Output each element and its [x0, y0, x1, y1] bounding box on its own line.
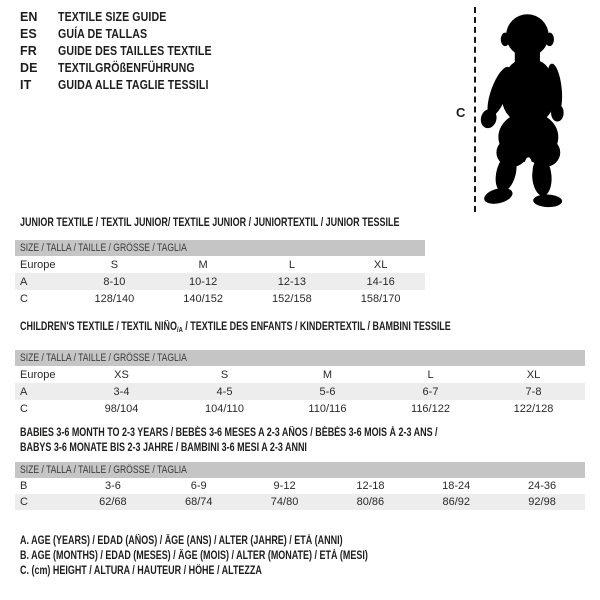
size-cell: S	[220, 368, 229, 381]
size-cell: 92/98	[528, 496, 556, 508]
lang-label: GUÍA DE TALLAS	[58, 27, 148, 41]
measure-legend	[20, 534, 466, 579]
size-cell: 3-6	[104, 480, 121, 492]
babies-section-title: BABIES 3-6 MONTH TO 2-3 YEARS / BEBÉS 3-6 MESES A 2-3 AÑOS / BÉBÉS 3-6 MOIS À 2-3 ANS / BABYS 3-6 MONATE BIS 2-3 JAHRE / BAMBINI 3-6 MESI A 2-3 ANNI	[20, 427, 438, 454]
size-header-bar: SIZE / TALLA / TAILLE / GRÖSSE / TAGLIA	[15, 350, 585, 366]
lang-code: IT	[20, 78, 32, 92]
measure-label-c: C	[456, 105, 466, 120]
size-cell: XS	[114, 368, 129, 381]
size-cell: M	[322, 368, 333, 381]
baby-silhouette-image	[480, 6, 596, 210]
lang-code: DE	[20, 61, 38, 75]
babies-size-table	[15, 462, 585, 510]
size-cell: 116/122	[411, 402, 450, 415]
size-cell: 6-9	[190, 480, 207, 492]
size-cell: 98/104	[104, 402, 139, 415]
size-cell: XL	[373, 258, 388, 271]
row-label: B	[20, 480, 28, 492]
size-table	[15, 366, 585, 417]
row-label: C	[20, 496, 28, 508]
junior-size-table	[15, 240, 425, 307]
size-cell: 7-8	[525, 385, 542, 398]
size-cell: 80/86	[356, 496, 385, 508]
size-cell: 62/68	[99, 496, 127, 508]
table-row	[15, 400, 585, 417]
children-section-title: CHILDREN'S TEXTILE / TEXTIL $NIÑO_{/A}$ / TEXTILE DES ENFANTS / KINDERTEXTIL / BAMBINI TESSILE	[20, 321, 451, 334]
size-cell: 140/152	[183, 292, 223, 305]
legend-line-c: C. (cm) HEIGHT / ALTURA / HAUTEUR / HÖHE / ALTEZZA	[20, 565, 262, 577]
lang-row-it	[20, 77, 239, 94]
size-cell: 158/170	[360, 292, 401, 305]
size-cell: 8-10	[103, 275, 126, 288]
lang-label: GUIDA ALLE TAGLIE TESSILI	[58, 78, 209, 92]
size-cell: 128/140	[94, 292, 135, 305]
lang-row-fr	[20, 43, 239, 60]
lang-code: FR	[20, 44, 37, 58]
size-cell: 3-4	[113, 385, 130, 398]
size-cell: 5-6	[319, 385, 336, 398]
lang-code: EN	[20, 10, 38, 24]
size-cell: 86/92	[442, 496, 470, 508]
table-row	[15, 494, 585, 510]
size-cell: 18-24	[442, 480, 471, 492]
table-row	[15, 256, 425, 273]
size-cell: M	[198, 258, 208, 271]
size-cell: 4-5	[216, 385, 233, 398]
size-table	[15, 256, 425, 307]
size-cell: 12-18	[356, 480, 385, 492]
table-row	[15, 366, 585, 383]
legend-line-b: B. AGE (MONTHS) / EDAD (MESES) / ÂGE (MOIS) / ALTER (MONATE) / ETÀ (MESI)	[20, 550, 368, 562]
lang-row-de	[20, 60, 239, 77]
size-cell: 24-36	[528, 480, 557, 492]
size-cell: S	[110, 258, 119, 271]
row-label: A	[20, 385, 28, 398]
height-measure-dashed-line	[474, 7, 476, 212]
size-cell: 10-12	[189, 275, 218, 288]
size-cell: 152/158	[271, 292, 312, 305]
size-cell: 110/116	[308, 402, 347, 415]
size-cell: L	[427, 368, 434, 381]
size-cell: 68/74	[184, 496, 213, 508]
size-cell: 104/110	[205, 402, 244, 415]
row-label: Europe	[20, 258, 56, 271]
lang-code: ES	[20, 27, 37, 41]
size-cell: 74/80	[270, 496, 299, 508]
row-label: C	[20, 292, 28, 305]
size-cell: 14-16	[366, 275, 395, 288]
size-cell: 9-12	[273, 480, 296, 492]
row-label: A	[20, 275, 28, 288]
lang-label: GUIDE DES TAILLES TEXTILE	[58, 44, 212, 58]
table-row	[15, 273, 425, 290]
table-row	[15, 290, 425, 307]
table-row	[15, 383, 585, 400]
size-cell: 6-7	[422, 385, 439, 398]
junior-section-title: JUNIOR TEXTILE / TEXTIL JUNIOR/ TEXTILE JUNIOR / JUNIORTEXTIL / JUNIOR TESSILE	[20, 217, 400, 229]
row-label: Europe	[20, 368, 56, 381]
table-row	[15, 478, 585, 494]
size-header-bar: SIZE / TALLA / TAILLE / GRÖSSE / TAGLIA	[15, 462, 585, 478]
children-size-table	[15, 350, 585, 417]
lang-label: TEXTILE SIZE GUIDE	[58, 10, 167, 24]
legend-line-a: A. AGE (YEARS) / EDAD (AÑOS) / ÂGE (ANS) / ALTER (JAHRE) / ETÀ (ANNI)	[20, 535, 343, 547]
size-cell: L	[288, 258, 295, 271]
lang-row-en	[20, 9, 239, 26]
size-cell: XL	[526, 368, 541, 381]
lang-row-es	[20, 26, 239, 43]
row-label: C	[20, 402, 28, 415]
size-cell: 122/128	[513, 402, 554, 415]
lang-label: TEXTILGRÖßENFÜHRUNG	[58, 61, 195, 75]
size-table	[15, 478, 585, 510]
size-cell: 12-13	[277, 275, 306, 288]
size-header-bar: SIZE / TALLA / TAILLE / GRÖSSE / TAGLIA	[15, 240, 425, 256]
language-title-list	[20, 9, 239, 94]
